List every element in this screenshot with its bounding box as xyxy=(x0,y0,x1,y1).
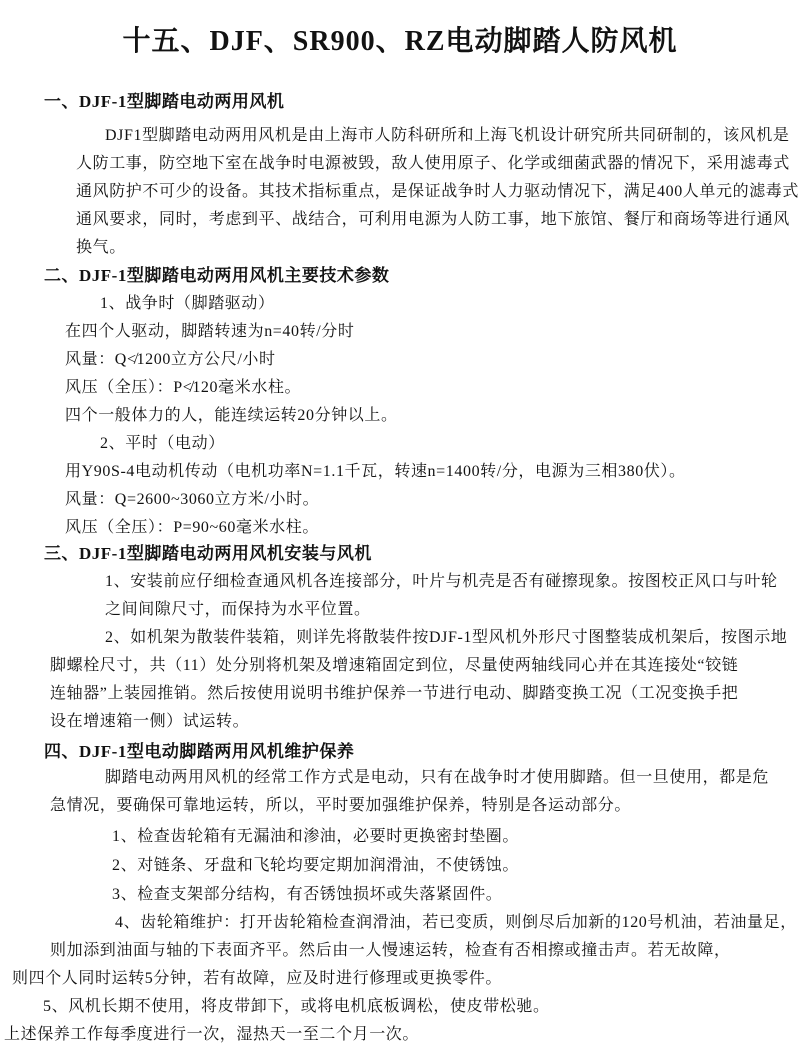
section-3 xyxy=(0,542,800,736)
s4-intro-line-2: 急情况，要确保可靠地运转，所以，平时要加强维护保养，特别是各运动部分。 xyxy=(50,797,632,814)
section-1-paragraph xyxy=(0,122,800,262)
s3-item2-line-2: 脚螺栓尺寸，共（11）处分别将机架及增速箱固定到位，尽量使两轴线同心并在其连接处“铰链 xyxy=(50,657,739,674)
s1-para-line-4: 通风要求，同时，考虑到平、战结合，可利用电源为人防工事，地下旅馆、餐厅和商场等进行通风 xyxy=(76,211,790,228)
s3-item1-line-2: 之间间隙尺寸，而保持为水平位置。 xyxy=(105,601,371,618)
s2-item-war-title: 1、战争时（脚踏驱动） xyxy=(100,295,275,312)
s4-footer-note: 上述保养工作每季度进行一次，湿热天一至二个月一次。 xyxy=(4,1026,420,1043)
s2-line-pressure-peace: 风压（全压）：P=90~60毫米水柱。 xyxy=(65,519,319,536)
s2-line-airflow-peace: 风量：Q=2600~3060立方米/小时。 xyxy=(65,491,320,508)
section-1 xyxy=(0,90,800,262)
s4-item-3: 3、检查支架部分结构，有否锈蚀损坏或失落紧固件。 xyxy=(112,886,503,903)
s4-item-1: 1、检查齿轮箱有无漏油和渗油，必要时更换密封垫圈。 xyxy=(112,828,520,845)
section-3-heading: 三、DJF-1型脚踏电动两用风机安装与风机 xyxy=(44,544,372,563)
s2-line-motor: 用Y90S-4电动机传动（电机功率N=1.1千瓦，转速n=1400转/分，电源为三相380伏）。 xyxy=(65,463,686,480)
section-1-heading: 一、DJF-1型脚踏电动两用风机 xyxy=(44,92,285,111)
s2-line-airflow-war: 风量：Q≮1200立方公尺/小时 xyxy=(65,351,276,368)
s4-item-2: 2、对链条、牙盘和飞轮均要定期加润滑油，不使锈蚀。 xyxy=(112,857,520,874)
s4-intro-line-1: 脚踏电动两用风机的经常工作方式是电动，只有在战争时才使用脚踏。但一旦使用，都是危 xyxy=(105,769,770,786)
section-4-items xyxy=(0,822,800,1046)
s4-item-4-line-3: 则四个人同时运转5分钟，若有故障，应及时进行修理或更换零件。 xyxy=(12,970,503,987)
s1-para-line-3: 通风防护不可少的设备。其技术指标重点，是保证战争时人力驱动情况下，满足400人单元的滤毒式 xyxy=(76,183,800,200)
s3-item1-line-1: 1、安装前应仔细检查通风机各连接部分，叶片与机壳是否有碰擦现象。按图校正风口与叶轮 xyxy=(105,573,778,590)
section-4-heading: 四、DJF-1型电动脚踏两用风机维护保养 xyxy=(44,742,355,761)
s2-line-endurance: 四个一般体力的人，能连续运转20分钟以上。 xyxy=(65,407,398,424)
section-3-body xyxy=(0,568,800,736)
s1-para-line-2: 人防工事，防空地下室在战争时电源被毁，敌人使用原子、化学或细菌武器的情况下，采用滤毒式 xyxy=(76,155,790,172)
document-title: 十五、DJF、SR900、RZ电动脚踏人防风机 xyxy=(122,26,678,57)
s4-item-5: 5、风机长期不使用，将皮带卸下，或将电机底板调松，使皮带松驰。 xyxy=(43,998,550,1015)
s4-item-4-line-1: 4、齿轮箱维护：打开齿轮箱检查润滑油，若已变质，则倒尽后加新的120号机油，若油量足， xyxy=(115,914,797,931)
s2-line-drive: 在四个人驱动，脚踏转速为n=40转/分时 xyxy=(65,323,355,340)
s4-item-4-line-2: 则加添到油面与轴的下表面齐平。然后由一人慢速运转，检查有否相擦或撞击声。若无故障， xyxy=(50,942,731,959)
section-4-intro xyxy=(0,764,800,820)
section-2 xyxy=(0,264,800,542)
s3-item2-line-3: 连轴器”上装园推销。然后按使用说明书维护保养一节进行电动、脚踏变换工况（工况变换手把 xyxy=(50,685,739,702)
section-2-spec-list xyxy=(0,290,800,542)
s2-line-pressure-war: 风压（全压）：P≮120毫米水柱。 xyxy=(65,379,302,396)
section-4 xyxy=(0,740,800,1046)
s1-para-line-5: 换气。 xyxy=(76,239,126,256)
s1-para-line-1: DJF1型脚踏电动两用风机是由上海市人防科研所和上海飞机设计研究所共同研制的，该风机是 xyxy=(105,127,790,144)
section-2-heading: 二、DJF-1型脚踏电动两用风机主要技术参数 xyxy=(44,266,390,285)
s3-item2-line-1: 2、如机架为散装件装箱，则详先将散装件按DJF-1型风机外形尺寸图整装成机架后，按图示地 xyxy=(105,629,788,646)
s3-item2-line-4: 设在增速箱一侧）试运转。 xyxy=(50,713,250,730)
s2-item-peace-title: 2、平时（电动） xyxy=(100,435,225,452)
